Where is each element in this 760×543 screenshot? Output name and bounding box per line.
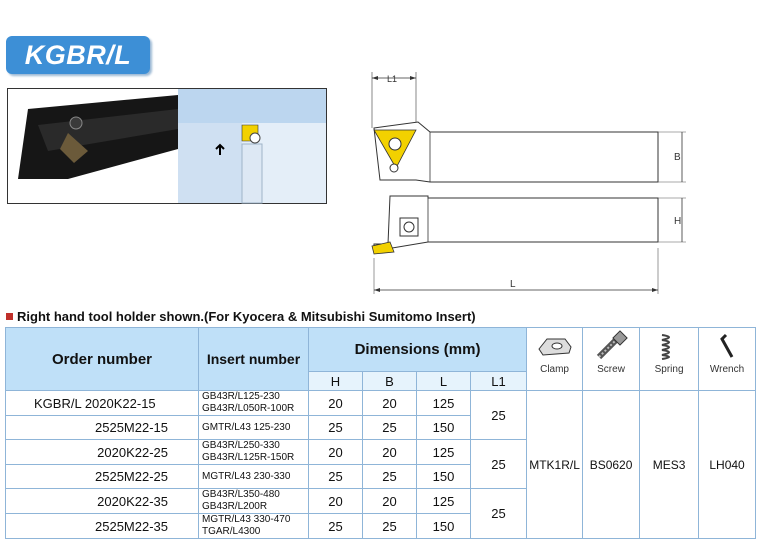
h-cell: 25 [309,416,363,440]
dim-l1-label: L1 [387,74,398,84]
l-cell: 125 [417,440,471,465]
insert-cell: GB43R/L350-480 GB43R/L200R [199,489,309,514]
clamp-value: MTK1R/L [527,391,583,539]
screw-label: Screw [597,364,625,375]
order-number-cell: KGBR/L 2020K22-15 [6,391,199,416]
l1-cell: 25 [471,391,527,440]
header-l1: L1 [471,372,527,391]
l-cell: 150 [417,465,471,489]
b-cell: 25 [363,514,417,539]
h-cell: 25 [309,465,363,489]
insert-cell: MGTR/L43 230-330 [199,465,309,489]
l-cell: 125 [417,489,471,514]
screw-icon [583,328,639,364]
caption-bullet-icon [6,313,13,320]
header-spring [640,328,699,391]
insert-cell: GB43R/L125-230 GB43R/L050R-100R [199,391,309,416]
header-screw [583,328,640,391]
order-number-cell: 2525M22-35 [6,514,199,539]
h-cell: 20 [309,440,363,465]
order-number-cell: 2020K22-35 [6,489,199,514]
l1-cell: 25 [471,489,527,539]
l1-cell: 25 [471,440,527,489]
wrench-icon [699,328,755,364]
header-order-number: Order number [6,328,199,391]
clamp-label: Clamp [540,364,569,375]
technical-drawing [360,68,680,298]
b-cell: 25 [363,465,417,489]
order-number-cell: 2020K22-25 [6,440,199,465]
caption [6,309,476,324]
wrench-label: Wrench [709,364,745,375]
spec-table [5,327,756,539]
spring-value: MES3 [640,391,699,539]
insert-cell: GMTR/L43 125-230 [199,416,309,440]
product-title: KGBR/L [24,39,132,70]
header-h: H [309,372,363,391]
insert-cell: GB43R/L250-330 GB43R/L125R-150R [199,440,309,465]
tool-holder-photo [7,88,327,204]
h-cell: 20 [309,489,363,514]
h-cell: 25 [309,514,363,539]
product-badge [6,36,150,74]
l-cell: 125 [417,391,471,416]
clamp-icon [527,328,582,364]
table-row [6,391,756,416]
order-number-cell: 2525M22-25 [6,465,199,489]
header-clamp [527,328,583,391]
order-number-cell: 2525M22-15 [6,416,199,440]
b-cell: 20 [363,440,417,465]
header-b: B [363,372,417,391]
dim-l-label: L [510,279,516,290]
insert-cell: MGTR/L43 330-470 TGAR/L4300 [199,514,309,539]
wrench-value: LH040 [699,391,756,539]
header-wrench [699,328,756,391]
spring-icon [640,328,698,364]
b-cell: 20 [363,391,417,416]
header-insert-number: Insert number [199,328,309,391]
spring-label: Spring [654,364,684,375]
dim-h-label: H [674,216,682,227]
header-dimensions: Dimensions (mm) [309,328,527,372]
b-cell: 25 [363,416,417,440]
l-cell: 150 [417,416,471,440]
screw-value: BS0620 [583,391,640,539]
dim-b-label: B [674,152,681,163]
l-cell: 150 [417,514,471,539]
header-l: L [417,372,471,391]
h-cell: 20 [309,391,363,416]
b-cell: 20 [363,489,417,514]
caption-text: Right hand tool holder shown.(For Kyocera & Mitsubishi Sumitomo Insert) [17,309,476,324]
